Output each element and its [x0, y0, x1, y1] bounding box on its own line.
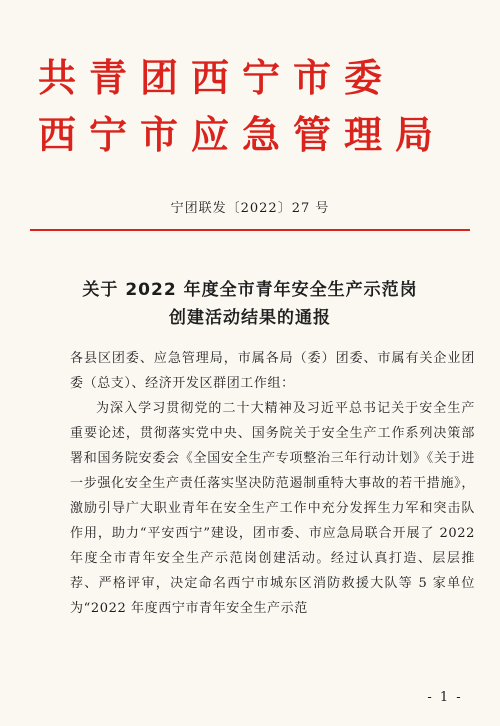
body-paragraph: 为深入学习贯彻党的二十大精神及习近平总书记关于安全生产重要论述，贯彻落实党中央、国务院关于安全生产工作系列决策部署和国务院安委会《全国安全生产专项整治三年行动计划》《关于进一步强化安全生产责任落实坚决防范遏制重特大事故的若干措施》，激励引导广大职业青年在安全生产工作中充分发挥生力军和突击队作用，助力“平安西宁”建设，团市委、市应急局联合开展了 2022 年度全市青年安全生产示范岗创建活动。经过认真打造、层层推荐、严格评审，决定命名西宁市城东区消防救援大队等 5 家单位为“2022 年度西宁市青年安全生产示范: [70, 401, 475, 616]
document-title-line-1: 关于 2022 年度全市青年安全生产示范岗: [82, 280, 418, 300]
page-number: - 1 -: [427, 690, 463, 705]
document-number: 宁团联发〔2022〕27 号: [170, 201, 330, 216]
red-divider: [30, 229, 470, 231]
salutation: 各县区团委、应急管理局，市属各局（委）团委、市属有关企业团委（总支）、经济开发区群团工作组：: [70, 351, 475, 391]
document-title-line-2: 创建活动结果的通报: [169, 308, 331, 328]
issuing-org-line-1: 共青团西宁市委: [38, 56, 396, 100]
issuing-org-line-2: 西宁市应急管理局: [38, 113, 447, 157]
